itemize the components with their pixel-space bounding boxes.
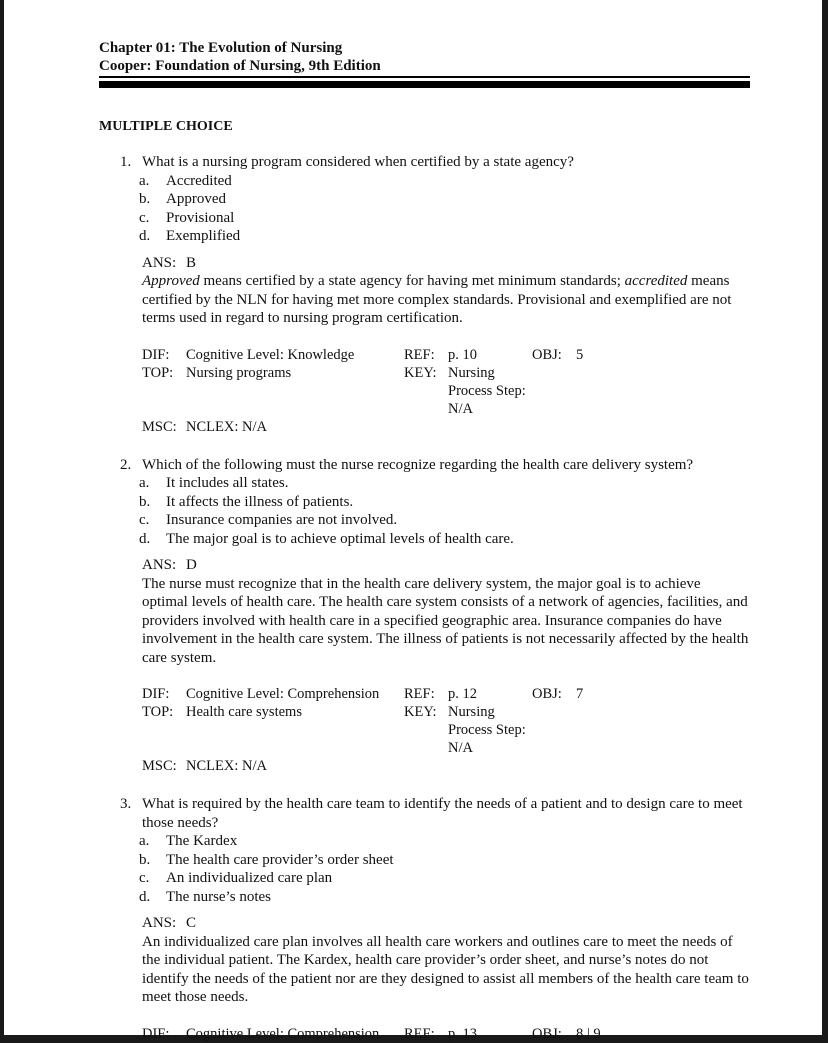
- meta-label: [404, 757, 448, 775]
- rationale-text: [142, 575, 750, 668]
- section-heading: MULTIPLE CHOICE: [99, 119, 233, 134]
- meta-value: [576, 757, 750, 775]
- option-letter: b.: [139, 191, 151, 207]
- meta-label: REF:: [404, 1025, 435, 1042]
- option-text: Exemplified: [166, 228, 241, 244]
- option-text: Approved: [166, 191, 226, 207]
- rationale-segment: accredited: [624, 273, 688, 289]
- question-2: [99, 456, 822, 776]
- question-3: [99, 795, 822, 1043]
- option-row: [139, 832, 750, 851]
- answer-label: ANS:: [142, 557, 177, 573]
- answer-line: [142, 556, 750, 575]
- meta-value: NCLEX: N/A: [186, 418, 267, 435]
- option-text: The major goal is to achieve optimal levels of health care.: [166, 530, 514, 547]
- option-text: The health care provider’s order sheet: [166, 851, 394, 868]
- meta-label: MSC:: [142, 418, 177, 435]
- option-text: Insurance companies are not involved.: [166, 512, 398, 528]
- meta-value: [448, 757, 532, 775]
- meta-label: KEY:: [404, 704, 437, 720]
- rationale-segment: The nurse must recognize that in the health care delivery system, the major goal is to achieve optimal levels of health care. The health care system consists of a network of agencies, facilities, and providers involved with health care in a specified geographic area. Insurance companies do have involvement in the health care system. The illness of patients is not necessarily affected by the health care system.: [142, 575, 749, 666]
- option-text: It affects the illness of patients.: [166, 493, 354, 510]
- meta-value: [576, 703, 750, 757]
- meta-table: [142, 685, 750, 775]
- option-letter: c.: [139, 870, 150, 886]
- meta-label: [532, 703, 576, 757]
- rationale-segment: means certified by the NLN for having met more complex standards. Provisional and exemplified are not terms used in regard to nursing program certification.: [142, 273, 732, 326]
- option-row: [139, 190, 750, 209]
- header-rule: [99, 81, 750, 88]
- question-number: 1.: [120, 154, 132, 170]
- option-letter: d.: [139, 228, 151, 244]
- meta-value: 5: [576, 346, 584, 363]
- meta-label: OBJ:: [532, 1025, 562, 1042]
- meta-value: Nursing Process Step: N/A: [448, 704, 526, 756]
- meta-value: Cognitive Level: Comprehension: [186, 686, 380, 702]
- meta-label: [532, 364, 576, 418]
- option-row: [139, 530, 750, 549]
- meta-label: REF:: [404, 346, 435, 363]
- question-number: 2.: [120, 456, 132, 473]
- option-text: The nurse’s notes: [166, 888, 271, 905]
- answer-line: [142, 254, 750, 273]
- answer-label: ANS:: [142, 915, 177, 931]
- rationale-segment: Approved: [142, 273, 200, 289]
- option-text: Provisional: [166, 209, 235, 226]
- meta-value: Cognitive Level: Knowledge: [186, 346, 355, 363]
- option-row: [139, 888, 750, 907]
- meta-value: [448, 418, 532, 436]
- meta-label: TOP:: [142, 364, 174, 381]
- option-row: [139, 474, 750, 493]
- meta-label: [532, 418, 576, 436]
- question-stem: Which of the following must the nurse recognize regarding the health care delivery system?: [142, 456, 694, 473]
- answer-value: C: [186, 915, 197, 931]
- question-stem: What is a nursing program considered when certified by a state agency?: [142, 154, 574, 170]
- question-number: 3.: [120, 796, 132, 812]
- meta-value: Cognitive Level: Comprehension: [186, 1025, 380, 1042]
- question-stem: What is required by the health care team to identify the needs of a patient and to design care to meet those needs?: [142, 796, 743, 831]
- meta-label: OBJ:: [532, 686, 562, 702]
- answer-line: [142, 914, 750, 933]
- option-row: [139, 172, 750, 191]
- option-letter: d.: [139, 888, 151, 905]
- meta-value: Nursing Process Step: N/A: [448, 364, 526, 417]
- meta-label: KEY:: [404, 364, 437, 381]
- page-header: [99, 39, 750, 88]
- meta-label: MSC:: [142, 758, 177, 774]
- options-list: [139, 832, 750, 906]
- option-row: [139, 209, 750, 228]
- option-text: The Kardex: [166, 833, 238, 849]
- meta-label: DIF:: [142, 346, 170, 363]
- question-1: [99, 153, 822, 436]
- option-letter: b.: [139, 851, 151, 868]
- option-row: [139, 511, 750, 530]
- answer-value: D: [186, 557, 197, 573]
- option-row: [139, 869, 750, 888]
- meta-value: 8 | 9: [576, 1025, 601, 1042]
- answer-value: B: [186, 254, 197, 271]
- option-letter: c.: [139, 512, 150, 528]
- meta-label: DIF:: [142, 1025, 170, 1042]
- book-title: Cooper: Foundation of Nursing, 9th Edition: [99, 58, 750, 78]
- option-letter: c.: [139, 209, 150, 226]
- meta-label: [404, 418, 448, 436]
- meta-value: Nursing programs: [186, 364, 292, 381]
- option-row: [139, 851, 750, 870]
- meta-label: [532, 757, 576, 775]
- document-page: [4, 0, 822, 1042]
- question-list: [99, 153, 822, 1043]
- option-letter: a.: [139, 475, 150, 491]
- meta-label: OBJ:: [532, 346, 562, 363]
- option-row: [139, 227, 750, 246]
- answer-label: ANS:: [142, 254, 177, 271]
- meta-value: 7: [576, 686, 584, 702]
- meta-table: [142, 346, 750, 436]
- meta-label: DIF:: [142, 686, 170, 702]
- option-text: Accredited: [166, 172, 232, 189]
- option-letter: b.: [139, 493, 151, 510]
- option-letter: a.: [139, 833, 150, 849]
- rationale-text: [142, 933, 750, 1007]
- meta-value: p. 10: [448, 346, 477, 363]
- rationale-segment: An individualized care plan involves all health care workers and outlines care to meet the needs of the individual patient. The Kardex, health care provider’s order sheet, and nurse’s notes do not identify the needs of the patient nor are they designed to assist all members of the health care team to meet those needs.: [142, 933, 749, 1005]
- meta-label: TOP:: [142, 704, 174, 720]
- meta-value: NCLEX: N/A: [186, 758, 267, 774]
- meta-value: [576, 364, 750, 418]
- meta-value: [576, 418, 750, 436]
- meta-value: Health care systems: [186, 704, 302, 720]
- option-letter: d.: [139, 530, 151, 547]
- meta-value: p. 13: [448, 1025, 477, 1042]
- rationale-text: [142, 272, 750, 328]
- options-list: [139, 172, 750, 246]
- options-list: [139, 474, 750, 548]
- rationale-segment: means certified by a state agency for having met minimum standards;: [199, 273, 625, 289]
- option-text: It includes all states.: [166, 475, 289, 491]
- meta-label: REF:: [404, 686, 435, 702]
- option-text: An individualized care plan: [166, 870, 333, 886]
- option-row: [139, 493, 750, 512]
- meta-value: p. 12: [448, 686, 477, 702]
- chapter-title: Chapter 01: The Evolution of Nursing: [99, 40, 343, 56]
- option-letter: a.: [139, 172, 150, 189]
